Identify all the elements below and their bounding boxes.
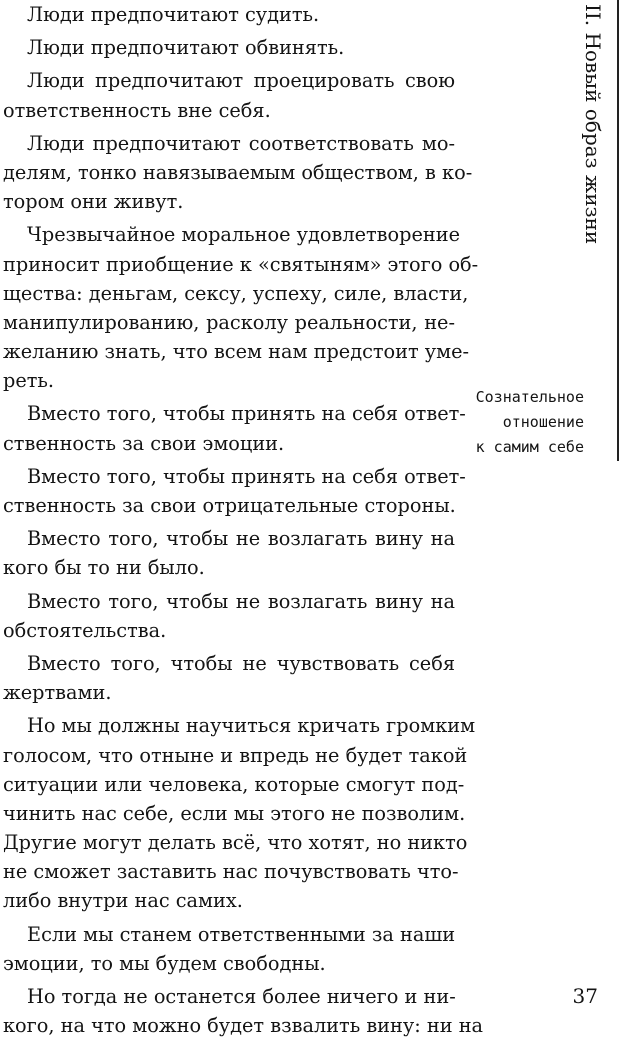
paragraph [3,399,466,457]
text-line: Чрезвычайное моральное удовлетворение [27,223,460,247]
body-text [3,0,484,1040]
side-rule [617,0,619,461]
text-line: щества: деньгам, сексу, успеху, силе, власти, [3,281,469,305]
text-line: ситуации или человека, которые смогут под- [3,772,465,796]
text-line: ственность за свои эмоции. [3,431,285,455]
text-line: обстоятельства. [3,618,167,642]
text-line: не сможет заставить нас почувствовать что- [3,860,459,884]
text-line: Люди предпочитают судить. [27,3,320,26]
paragraph [3,920,455,978]
text-line: Вместо того, чтобы принять на себя ответ- [27,464,466,488]
text-line: манипулированию, расколу реальности, не- [3,310,455,334]
text-line: тором они живут. [3,190,184,214]
margin-note-line: к самим себе [475,438,584,456]
paragraph [3,0,455,29]
text-line: чинить нас себе, если мы этого не позволим. [3,801,466,825]
text-line: Люди предпочитают проецировать свою [27,69,455,93]
text-line: Если мы станем ответственными за наши [27,922,456,946]
text-line: Другие могут делать всё, что хотят, но никто [3,831,468,855]
text-line: Люди предпочитают обвинять. [27,36,345,60]
text-line: желанию знать, что всем нам предстоит уме- [3,340,470,364]
paragraph [3,982,484,1040]
running-head-text: II. Новый образ жизни [581,3,605,245]
text-line: либо внутри нас самих. [3,889,243,913]
paragraph [3,33,455,62]
paragraph [3,66,455,124]
text-line: Но мы должны научиться кричать громким [27,714,476,738]
paragraph [3,711,476,915]
text-line: Люди предпочитают соответствовать мо- [27,131,455,155]
paragraph [3,462,466,520]
margin-note [476,385,584,460]
text-line: ответственность вне себя. [3,98,271,122]
text-line: кого, на что можно будет взвалить вину: ни на [3,1014,484,1038]
text-line: жертвами. [3,681,112,705]
paragraph [3,524,455,582]
text-line: ственность за свои отрицательные стороны. [3,494,456,517]
running-head [574,3,612,245]
text-line: реть. [3,369,55,393]
paragraph [3,587,455,645]
text-line: Вместо того, чтобы не чувствовать себя [27,651,455,675]
text-line: кого бы то ни было. [3,556,205,580]
text-line: Вместо того, чтобы не возлагать вину на [27,589,455,613]
page-number: 37 [572,984,598,1008]
margin-note-line: отношение [502,413,584,431]
text-line: Вместо того, чтобы не возлагать вину на [27,527,455,551]
paragraph [3,220,479,395]
text-line: делям, тонко навязываемым обществом, в ко- [3,160,473,184]
paragraph [3,649,455,707]
paragraph [3,129,473,217]
text-line: Но тогда не останется более ничего и ни- [27,985,456,1008]
margin-note-line: Сознательное [475,388,584,406]
text-line: Вместо того, чтобы принять на себя ответ- [27,402,466,426]
text-line: голосом, что отныне и впредь не будет такой [3,743,468,767]
text-line: эмоции, то мы будем свободны. [3,951,326,975]
text-line: приносит приобщение к «святыням» этого об- [3,252,479,276]
